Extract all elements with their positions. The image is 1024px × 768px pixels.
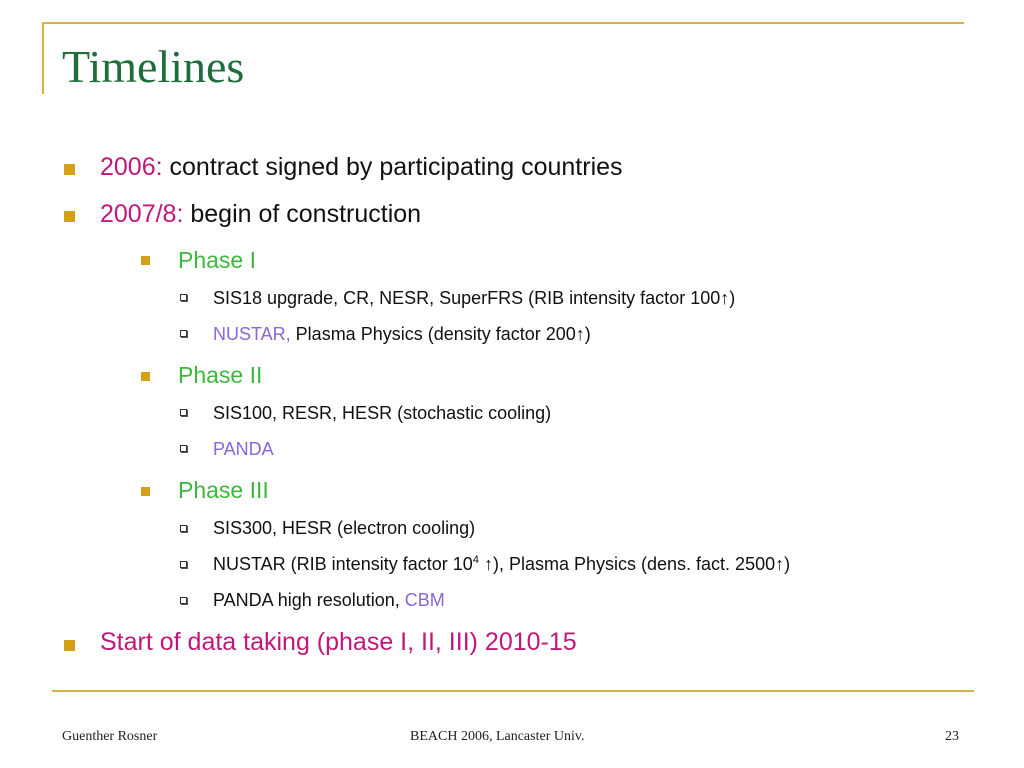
- bullet-square-icon: [141, 256, 150, 265]
- item-text: SIS18 upgrade, CR, NESR, SuperFRS (RIB intensity factor 100: [213, 288, 721, 308]
- phase-2-label: Phase II: [178, 362, 263, 388]
- phase-1-item-1: [213, 289, 735, 307]
- item-text: begin of construction: [183, 200, 422, 228]
- checkbox-bullet-icon: [180, 525, 187, 532]
- checkbox-bullet-icon: [180, 597, 187, 604]
- bullet-square-icon: [141, 487, 150, 496]
- checkbox-bullet-icon: [180, 445, 187, 452]
- item-text-end: ): [729, 288, 736, 308]
- page-title: Timelines: [62, 41, 245, 92]
- checkbox-bullet-icon: [180, 294, 187, 301]
- bullet-square-icon: [64, 640, 75, 651]
- phase-2-item-1: SIS100, RESR, HESR (stochastic cooling): [213, 403, 552, 423]
- bullet-square-icon: [141, 372, 150, 381]
- list-item-start: Start of data taking (phase I, II, III) 2010-15: [100, 628, 577, 656]
- year-label: 2006:: [100, 153, 163, 181]
- up-arrow-icon: ↑: [720, 288, 730, 308]
- item-text: PANDA high resolution,: [213, 590, 405, 610]
- phase-2-item-2: PANDA: [213, 439, 274, 459]
- footer-author: Guenther Rosner: [62, 729, 158, 744]
- checkbox-bullet-icon: [180, 330, 187, 337]
- footer-event: BEACH 2006, Lancaster Univ.: [410, 729, 585, 744]
- up-arrow-icon: ↑: [575, 324, 585, 344]
- item-text: contract signed by participating countries: [162, 153, 623, 181]
- footer-page-number: 23: [945, 729, 959, 744]
- checkbox-bullet-icon: [180, 561, 187, 568]
- item-text: ), Plasma Physics (dens. fact. 2500: [492, 554, 776, 574]
- bullet-square-icon: [64, 211, 75, 222]
- list-item-2006: [100, 155, 623, 180]
- phase-3-item-1: SIS300, HESR (electron cooling): [213, 518, 476, 538]
- phase-3-item-2: [213, 555, 790, 573]
- phase-3-label: Phase III: [178, 477, 269, 503]
- exponent: 4: [472, 554, 479, 566]
- highlight-text: NUSTAR,: [213, 324, 291, 344]
- item-text: NUSTAR (RIB intensity factor 10: [213, 554, 473, 574]
- up-arrow-icon: ↑: [775, 554, 785, 574]
- phase-1-item-2: [213, 325, 591, 343]
- item-text: Plasma Physics (density factor 200: [290, 324, 576, 344]
- item-text-end: ): [584, 324, 591, 344]
- up-arrow-icon: ↑: [483, 554, 493, 574]
- year-label: 2007/8:: [100, 200, 184, 228]
- list-item-2007: [100, 202, 421, 227]
- footer-divider: [52, 690, 974, 692]
- checkbox-bullet-icon: [180, 409, 187, 416]
- bullet-square-icon: [64, 164, 75, 175]
- phase-1-label: Phase I: [178, 247, 256, 273]
- item-text-end: ): [784, 554, 791, 574]
- phase-3-item-3: [213, 591, 445, 609]
- highlight-text: CBM: [404, 590, 445, 610]
